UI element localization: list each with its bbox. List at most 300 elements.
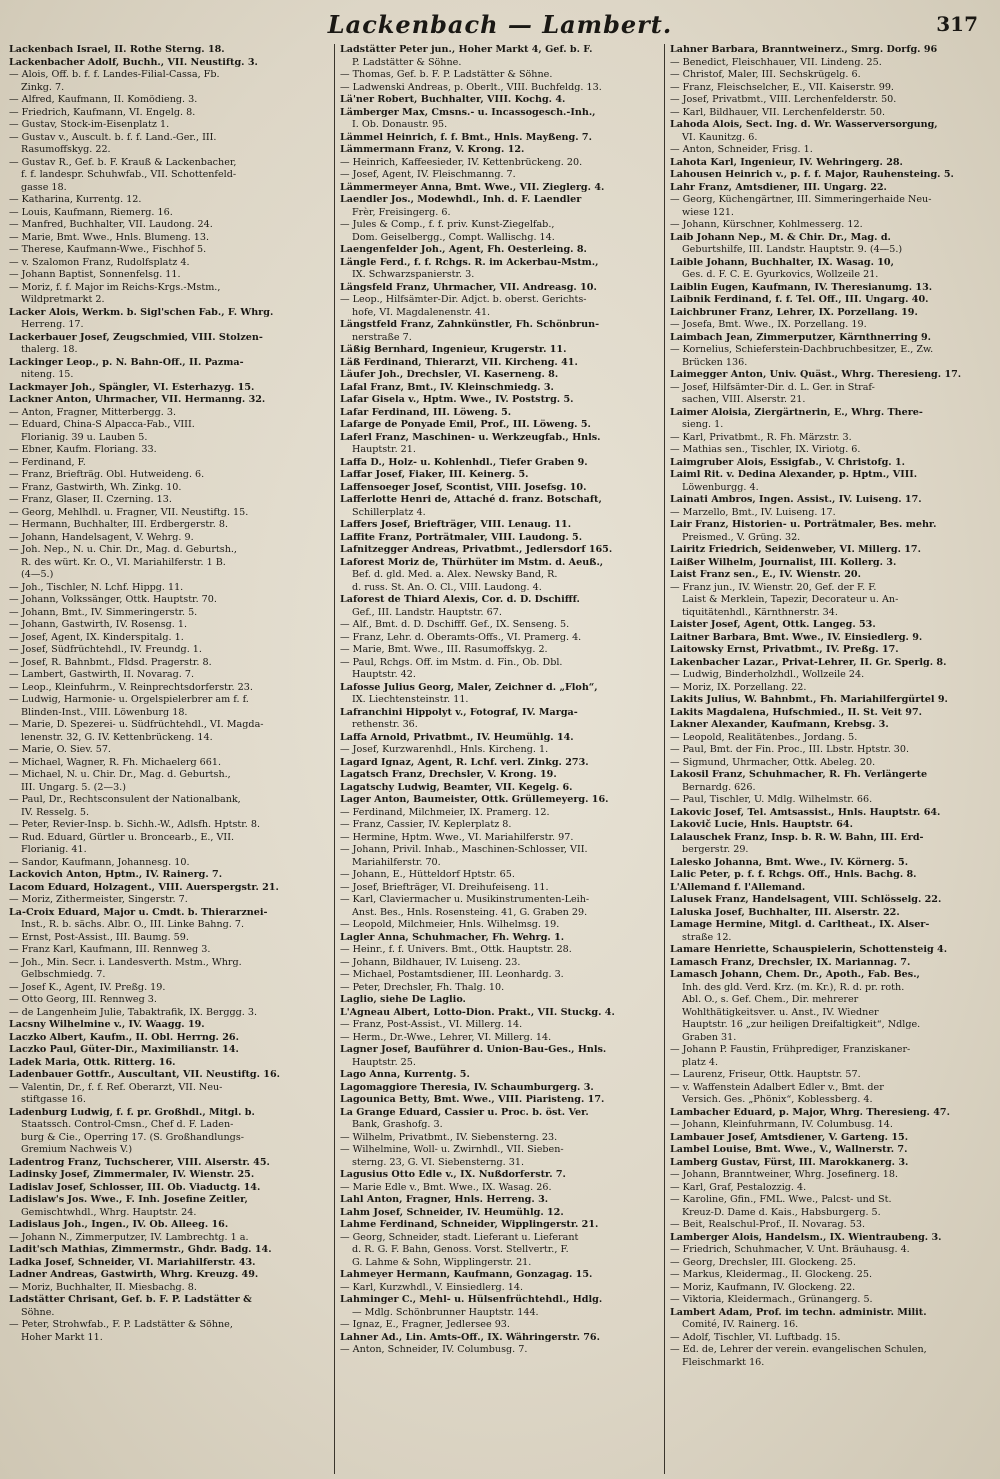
directory-entry: Lagner Josef, Bauführer d. Union-Bau-Ges., Hnls.: [340, 1044, 607, 1055]
directory-entry: — Johann, Kleinfuhrmann, IV. Columbusg. 14.: [670, 1119, 893, 1130]
directory-entry: R. des würt. Kr. O., VI. Mariahilferstr. 1 B.: [21, 556, 226, 568]
directory-entry: Lalic Peter, p. f. f. Rchgs. Off., Hnls. Bachg. 8.: [670, 869, 917, 880]
directory-entry: Laiblin Eugen, Kaufmann, IV. Theresianumg. 13.: [670, 281, 933, 293]
directory-entry: — Paul, Tischler, U. Mdlg. Wilhelmstr. 66.: [670, 794, 873, 805]
directory-entry: Lahota Karl, Ingenieur, IV. Wehringerg. 28.: [670, 156, 903, 168]
directory-entry: Graben 31.: [682, 1031, 737, 1043]
directory-entry: Lahr Franz, Amtsdiener, III. Ungarg. 22.: [670, 181, 887, 193]
directory-entry: III. Ungarg. 5. (2—3.): [21, 781, 126, 793]
directory-entry: Längle Ferd., f. f. Rchgs. R. im Ackerbau-Mstm.,: [340, 256, 599, 268]
directory-entry: Lackenbach Israel, II. Rothe Sterng. 18.: [9, 44, 225, 55]
directory-entry: Kreuz-D. Dame d. Kais., Habsburgerg. 5.: [682, 1206, 881, 1218]
column-2: [334, 44, 664, 1474]
directory-entry: — Johann, E., Hütteldorf Hptstr. 65.: [340, 869, 515, 880]
directory-entry: Lamberg Gustav, Fürst, III. Marokkanerg. 3.: [670, 1156, 909, 1168]
directory-entry: Ladislaw's Jos. Wwe., F. Inh. Josefine Zeitler,: [9, 1194, 248, 1205]
directory-entry: — Rud. Eduard, Gürtler u. Broncearb., E., VII.: [9, 831, 235, 843]
directory-entry: — Hermann, Buchhalter, III. Erdbergerstr. 8.: [9, 519, 229, 530]
directory-entry: Lairitz Friedrich, Seidenweber, VI. Millerg. 17.: [670, 544, 921, 555]
directory-entry: — Josef, Südfrüchtehdl., IV. Freundg. 1.: [9, 644, 202, 655]
directory-entry: Laimegger Anton, Univ. Quäst., Whrg. Theresieng. 17.: [670, 369, 962, 380]
directory-entry: — Ed. de, Lehrer der verein. evangelischen Schulen,: [670, 1344, 927, 1355]
directory-entry: — Franz, Post-Assist., VI. Millerg. 14.: [340, 1019, 523, 1030]
directory-entry: — Herm., Dr.-Wwe., Lehrer, VI. Millerg. 14.: [340, 1031, 552, 1043]
directory-entry: — Anton, Schneider, IV. Columbusg. 7.: [340, 1344, 528, 1355]
directory-entry: — Eduard, China-S Alpacca-Fab., VIII.: [9, 419, 195, 430]
directory-entry: I. Ob. Donaustr. 95.: [352, 119, 448, 130]
directory-entry: Laforest Moriz de, Thürhüter im Mstm. d. Aeuß.,: [340, 556, 604, 568]
directory-entry: d. R. G. F. Bahn, Genoss. Vorst. Stellvertr., F.: [352, 1244, 569, 1255]
directory-entry: Laffa Arnold, Privatbmt., IV. Heumühlg. 14.: [340, 731, 574, 743]
directory-entry: — Johann, Gastwirth, IV. Rosensg. 1.: [9, 619, 188, 630]
directory-entry: — Alois, Off. b. f. f. Landes-Filial-Cassa, Fb.: [9, 69, 220, 80]
directory-entry: — Ernst, Post-Assist., III. Baumg. 59.: [9, 931, 189, 943]
directory-entry: Lagatschy Ludwig, Beamter, VII. Kegelg. 6.: [340, 781, 573, 793]
directory-entry: — Johann P. Faustin, Frühprediger, Franziskaner-: [670, 1044, 911, 1055]
directory-entry: Blinden-Inst., VIII. Löwenburg 18.: [21, 706, 188, 718]
directory-entry: Lafar Gisela v., Hptm. Wwe., IV. Poststrg. 5.: [340, 394, 574, 405]
directory-entry: — Franz, Gastwirth, Wh. Zinkg. 10.: [9, 481, 182, 493]
directory-entry: Lahner Ad., Lin. Amts-Off., IX. Währingerstr. 76.: [340, 1331, 600, 1343]
directory-entry: tiquitätenhdl., Kärnthnerstr. 34.: [682, 606, 838, 618]
directory-entry: Ladenburg Ludwig, f. f. pr. Großhdl., Mitgl. b.: [9, 1106, 255, 1118]
directory-entry: — Johann, Handelsagent, V. Wehrg. 9.: [9, 531, 194, 543]
directory-entry: IX. Liechtensteinstr. 11.: [352, 694, 469, 705]
directory-entry: Ladstätter Peter jun., Hoher Markt 4, Gef. b. F.: [340, 44, 593, 55]
directory-entry: Lahminger C., Mehl- u. Hülsenfrüchtehdl., Hdlg.: [340, 1294, 603, 1305]
directory-entry: Lamasch Johann, Chem. Dr., Apoth., Fab. Bes.,: [670, 969, 920, 980]
directory-entry: — Johann N., Zimmerputzer, IV. Lambrechtg. 1 a.: [9, 1231, 249, 1243]
directory-entry: Lainati Ambros, Ingen. Assist., IV. Luiseng. 17.: [670, 494, 922, 505]
directory-entry: — Lambert, Gastwirth, II. Novarag. 7.: [9, 669, 195, 680]
directory-entry: Laible Johann, Buchhalter, IX. Wasag. 10,: [670, 256, 894, 268]
directory-entry: — Gustav, Stock-im-Eisenplatz 1.: [9, 119, 170, 130]
column-1: [4, 44, 334, 1474]
directory-entry: — Georg, Küchengärtner, III. Simmeringerhaide Neu-: [670, 194, 932, 205]
directory-entry: — Josef, Hilfsämter-Dir. d. L. Ger. in Straf-: [670, 381, 875, 393]
directory-entry: Laffers Josef, Briefträger, VIII. Lenaug. 11.: [340, 519, 572, 530]
directory-entry: — Johann, Privil. Inhab., Maschinen-Schlosser, VII.: [340, 844, 588, 855]
directory-entry: — Sandor, Kaufmann, Johannesg. 10.: [9, 856, 190, 868]
directory-entry: Ladenbauer Gottfr., Auscultant, VII. Neustiftg. 16.: [9, 1069, 280, 1080]
directory-entry: — Johann, Kürschner, Kohlmesserg. 12.: [670, 219, 863, 230]
directory-entry: — Anton, Schneider, Frisg. 1.: [670, 144, 813, 155]
directory-entry: Löwenburgg. 4.: [682, 481, 759, 493]
directory-entry: Lahoda Alois, Sect. Ing. d. Wr. Wasserversorgung,: [670, 119, 938, 130]
directory-entry: Ladislav Josef, Schlosser, III. Ob. Viaductg. 14.: [9, 1181, 261, 1193]
directory-entry: — Christof, Maler, III. Sechskrügelg. 6.: [670, 69, 861, 80]
directory-entry: Laibnik Ferdinand, f. f. Tel. Off., III. Ungarg. 40.: [670, 294, 929, 305]
directory-entry: Lä'ner Robert, Buchhalter, VIII. Kochg. 4.: [340, 94, 566, 105]
directory-entry: Lago Anna, Kurrentg. 5.: [340, 1069, 470, 1080]
directory-entry: — v. Szalomon Franz, Rudolfsplatz 4.: [9, 256, 190, 268]
directory-entry: platz 4.: [682, 1056, 719, 1068]
directory-entry: Gef., III. Landstr. Hauptstr. 67.: [352, 606, 502, 618]
column-3: [664, 44, 994, 1474]
directory-entry: Inst., R. b. sächs. Albr. O., III. Linke Bahng. 7.: [21, 919, 245, 930]
directory-entry: Lacom Eduard, Holzagent., VIII. Auerspergstr. 21.: [9, 881, 279, 893]
directory-entry: — Marie, D. Spezerei- u. Südfrüchtehdl., VI. Magda-: [9, 719, 264, 730]
directory-entry: — Gustav v., Auscult. b. f. f. Land.-Ger., III.: [9, 131, 217, 143]
directory-entry: Lakosil Franz, Schuhmacher, R. Fh. Verlängerte: [670, 769, 928, 780]
directory-entry: Lagler Anna, Schuhmacher, Fh. Wehrg. 1.: [340, 931, 565, 943]
directory-entry: Hauptstr. 42.: [352, 669, 416, 680]
directory-entry: Lahm Josef, Schneider, IV. Heumühlg. 12.: [340, 1206, 564, 1218]
directory-entry: Lafar Ferdinand, III. Löweng. 5.: [340, 406, 512, 418]
directory-entry: — Johann, Bmt., IV. Simmeringerstr. 5.: [9, 606, 198, 618]
directory-entry: — Manfred, Buchhalter, VII. Laudong. 24.: [9, 219, 213, 230]
directory-entry: Hauptstr. 21.: [352, 444, 416, 455]
directory-entry: — Benedict, Fleischhauer, VII. Lindeng. 25.: [670, 56, 882, 68]
directory-entry: Bef. d. gld. Med. a. Alex. Newsky Band, R.: [352, 569, 558, 580]
directory-entry: Lahl Anton, Fragner, Hnls. Herreng. 3.: [340, 1194, 549, 1205]
directory-entry: — Marie, Bmt. Wwe., Hnls. Blumeng. 13.: [9, 231, 210, 243]
directory-entry: Lagusius Otto Edle v., IX. Nußdorferstr. 7.: [340, 1169, 566, 1180]
directory-entry: bergerstr. 29.: [682, 844, 749, 855]
directory-entry: — de Langenheim Julie, Tabaktrafik, IX. Berggg. 3.: [9, 1006, 258, 1018]
directory-entry: Lakenbacher Lazar., Privat-Lehrer, II. Gr. Sperlg. 8.: [670, 656, 947, 668]
directory-entry: gasse 18.: [21, 181, 67, 193]
directory-entry: Laister Josef, Agent, Ottk. Langeg. 53.: [670, 619, 876, 630]
page-title: Lackenbach — Lambert.: [327, 10, 673, 39]
directory-entry: Laimer Aloisia, Ziergärtnerin, E., Whrg. There-: [670, 406, 923, 418]
directory-entry: — Markus, Kleidermag., II. Glockeng. 25.: [670, 1269, 873, 1280]
directory-entry: — Karl, Kurzwhdl., V. Einsiedlerg. 14.: [340, 1281, 524, 1293]
directory-entry: — Mathias sen., Tischler, IX. Viriotg. 6.: [670, 444, 861, 455]
directory-entry: Geburtshilfe, III. Landstr. Hauptstr. 9. (4—5.): [682, 244, 903, 255]
directory-entry: VI. Kaunitzg. 6.: [682, 131, 758, 143]
directory-entry: Lamberger Alois, Handelsm., IX. Wientraubeng. 3.: [670, 1231, 942, 1243]
directory-entry: IX. Schwarzspanierstr. 3.: [352, 269, 475, 280]
directory-entry: — Leopold, Realitätenbes., Jordang. 5.: [670, 731, 858, 743]
directory-entry: Laimgruber Alois, Essigfab., V. Christofg. 1.: [670, 456, 905, 468]
directory-entry: G. Lahme & Sohn, Wipplingerstr. 21.: [352, 1256, 532, 1268]
directory-entry: Lair Franz, Historien- u. Porträtmaler, Bes. mehr.: [670, 519, 937, 530]
directory-entry: — Gustav R., Gef. b. F. Krauß & Lackenbacher,: [9, 156, 237, 168]
directory-entry: — Heinr., f. f. Univers. Bmt., Ottk. Hauptstr. 28.: [340, 944, 572, 955]
directory-entry: Laißer Wilhelm, Journalist, III. Kollerg. 3.: [670, 556, 897, 568]
directory-entry: Hauptstr. 25.: [352, 1056, 416, 1068]
directory-entry: Lackenbacher Adolf, Buchh., VII. Neustiftg. 3.: [9, 56, 258, 68]
directory-entry: — Alf., Bmt. d. D. Dschifff. Gef., IX. Senseng. 5.: [340, 619, 570, 630]
directory-entry: Laichbruner Franz, Lehrer, IX. Porzellang. 19.: [670, 306, 918, 318]
directory-entry: Laiml Rit. v. Dedina Alexander, p. Hptm., VIII.: [670, 469, 918, 480]
directory-entry: Laffa D., Holz- u. Kohlenhdl., Tiefer Graben 9.: [340, 456, 588, 468]
directory-entry: Laist & Merklein, Tapezir, Decorateur u. An-: [682, 594, 899, 605]
directory-entry: Lackinger Leop., p. N. Bahn-Off., II. Pazma-: [9, 356, 244, 368]
directory-entry: — Marie, O. Siev. 57.: [9, 744, 111, 755]
directory-entry: Lämberger Max, Cmsns.- u. Incassogesch.-Inh.,: [340, 106, 596, 118]
directory-entry: Dom. Geiselbergg., Compt. Wallischg. 14.: [352, 231, 555, 243]
directory-entry: Zinkg. 7.: [21, 81, 65, 93]
directory-entry: Lämmel Heinrich, f. f. Bmt., Hnls. Mayßeng. 7.: [340, 131, 592, 143]
directory-entry: d. russ. St. An. O. Cl., VIII. Laudong. 4.: [352, 581, 542, 593]
directory-entry: — Mdlg. Schönbrunner Hauptstr. 144.: [352, 1306, 539, 1318]
directory-entry: Lämmermeyer Anna, Bmt. Wwe., VII. Zieglerg. 4.: [340, 181, 605, 193]
directory-entry: — Georg, Schneider, stadt. Lieferant u. Lieferant: [340, 1231, 579, 1243]
directory-entry: — Josef, Briefträger, VI. Dreihufeiseng. 11.: [340, 881, 549, 893]
directory-entry: Ladek Maria, Ottk. Ritterg. 16.: [9, 1056, 176, 1068]
directory-entry: — Louis, Kaufmann, Riemerg. 16.: [9, 206, 173, 218]
directory-entry: — Ebner, Kaufm. Floriang. 33.: [9, 444, 157, 455]
directory-entry: Abl. O., s. Gef. Chem., Dir. mehrerer: [682, 994, 859, 1005]
directory-entry: Ladentrog Franz, Tuchscherer, VIII. Alserstr. 45.: [9, 1156, 270, 1168]
directory-entry: Lagard Ignaz, Agent, R. Lchf. verl. Zinkg. 273.: [340, 756, 589, 768]
directory-entry: — Josef, Agent, IX. Kinderspitalg. 1.: [9, 631, 184, 643]
directory-entry: Lahmeyer Hermann, Kaufmann, Gonzagag. 15.: [340, 1269, 593, 1280]
directory-entry: Laferl Franz, Maschinen- u. Werkzeugfab., Hnls.: [340, 431, 601, 443]
directory-entry: — Johann, Bildhauer, IV. Luiseng. 23.: [340, 956, 521, 968]
directory-entry: Fleischmarkt 16.: [682, 1356, 765, 1368]
directory-entry: Laendler Jos., Modewhdl., Inh. d. F. Laendler: [340, 194, 582, 205]
directory-entry: Lakits Magdalena, Hufschmied., II. St. Veit 97.: [670, 706, 922, 718]
directory-entry: — Ludwig, Harmonie- u. Orgelspielerbrer am f. f.: [9, 694, 249, 705]
directory-entry: Laglio, siehe De Laglio.: [340, 994, 466, 1005]
directory-entry: Lafal Franz, Bmt., IV. Kleinschmiedg. 3.: [340, 381, 554, 393]
directory-entry: Lamasch Franz, Drechsler, IX. Mariannag. 7.: [670, 956, 911, 968]
directory-entry: — Moriz, Zithermeister, Singerstr. 7.: [9, 894, 188, 905]
directory-entry: Lämmermann Franz, V. Krong. 12.: [340, 144, 525, 155]
directory-entry: Hauptstr. 16 „zur heiligen Dreifaltigkeit“, Ndlge.: [682, 1019, 921, 1030]
directory-entry: Staatssch. Control-Cmsn., Chef d. F. Laden-: [21, 1119, 234, 1130]
directory-entry: Lambel Louise, Bmt. Wwe., V., Wallnerstr. 7.: [670, 1144, 908, 1155]
directory-entry: — Josef, Privatbmt., VIII. Lerchenfelderstr. 50.: [670, 94, 897, 105]
directory-entry: Lafranchini Hippolyt v., Fotograf, IV. Marga-: [340, 706, 578, 718]
directory-entry: — Josef, Kurzwarenhdl., Hnls. Kircheng. 1.: [340, 744, 549, 755]
directory-entry: Gremium Nachweis V.): [21, 1144, 133, 1155]
directory-entry: L'Allemand f. l'Allemand.: [670, 881, 806, 893]
directory-entry: — Karl, Privatbmt., R. Fh. Märzstr. 3.: [670, 431, 852, 443]
directory-entry: Laffar Josef, Fiaker, III. Keinerg. 5.: [340, 469, 529, 480]
directory-entry: Lahme Ferdinand, Schneider, Wipplingerstr. 21.: [340, 1219, 599, 1230]
directory-entry: — Peter, Strohwfab., F. P. Ladstätter & Söhne,: [9, 1319, 233, 1330]
directory-entry: Ladinsky Josef, Zimmermaler, IV. Wienstr. 25.: [9, 1169, 255, 1180]
directory-entry: Versich. Ges. „Phönix“, Koblessberg. 4.: [682, 1094, 873, 1105]
directory-entry: — Friedrich, Kaufmann, VI. Engelg. 8.: [9, 106, 196, 118]
directory-entry: Ladit'sch Mathias, Zimmermstr., Ghdr. Badg. 14.: [9, 1244, 272, 1255]
directory-entry: — Josefa, Bmt. Wwe., IX. Porzellang. 19.: [670, 319, 867, 330]
directory-entry: Laforest de Thiard Alexis, Cor. d. D. Dschifff.: [340, 594, 580, 605]
directory-entry: — Joh., Min. Secr. i. Landesverth. Mstm., Whrg.: [9, 956, 242, 968]
directory-entry: Ladka Josef, Schneider, VI. Mariahilferstr. 43.: [9, 1256, 256, 1268]
directory-entry: Rasumoffskyg. 22.: [21, 144, 111, 155]
directory-entry: La Grange Eduard, Cassier u. Proc. b. öst. Ver.: [340, 1106, 589, 1118]
directory-entry: — Josef, R. Bahnbmt., Fldsd. Pragerstr. 8.: [9, 656, 212, 668]
directory-entry: IV. Resselg. 5.: [21, 806, 90, 818]
directory-entry: straße 12.: [682, 931, 732, 943]
directory-entry: — Franz jun., IV. Wienstr. 20, Gef. der F. F.: [670, 581, 877, 593]
directory-entry: — Franz, Fleischselcher, E., VII. Kaiserstr. 99.: [670, 81, 894, 93]
directory-entry: L'Agneau Albert, Lotto-Dion. Prakt., VII. Stuckg. 4.: [340, 1006, 615, 1018]
directory-entry: Lambert Adam, Prof. im techn. administr. Milit.: [670, 1306, 927, 1318]
directory-entry: Lalusek Franz, Handelsagent, VIII. Schlösselg. 22.: [670, 894, 942, 905]
directory-entry: Brücken 136.: [682, 356, 748, 368]
directory-entry: — Joh., Tischler, N. Lchf. Hippg. 11.: [9, 581, 184, 593]
directory-entry: — Sigmund, Uhrmacher, Ottk. Abeleg. 20.: [670, 756, 876, 768]
directory-entry: Comité, IV. Rainerg. 16.: [682, 1319, 799, 1330]
directory-entry: — Anton, Fragner, Mitterbergg. 3.: [9, 406, 177, 418]
directory-entry: Ladner Andreas, Gastwirth, Whrg. Kreuzg. 49.: [9, 1269, 259, 1280]
directory-entry: — Adolf, Tischler, VI. Luftbadg. 15.: [670, 1331, 841, 1343]
directory-entry: — Thomas, Gef. b. F. P. Ladstätter & Söhne.: [340, 69, 553, 80]
directory-entry: — Moriz, f. f. Major im Reichs-Krgs.-Mstm.,: [9, 281, 221, 293]
directory-entry: — Otto Georg, III. Rennweg 3.: [9, 994, 157, 1005]
directory-entry: — Michael, Postamtsdiener, III. Leonhardg. 3.: [340, 969, 564, 980]
directory-entry: Läßig Bernhard, Ingenieur, Krugerstr. 11.: [340, 344, 567, 355]
directory-entry: — Katharina, Kurrentg. 12.: [9, 194, 142, 205]
directory-entry: Laib Johann Nep., M. & Chir. Dr., Mag. d.: [670, 231, 891, 243]
directory-entry: Lackner Anton, Uhrmacher, VII. Hermanng. 32.: [9, 394, 266, 405]
directory-entry: stiftgasse 16.: [21, 1094, 86, 1105]
directory-entry: Laczko Paul, Güter-Dir., Maximilianstr. 14.: [9, 1044, 239, 1055]
directory-entry: Lahousen Heinrich v., p. f. f. Major, Rauhensteing. 5.: [670, 169, 954, 180]
directory-entry: sachen, VIII. Alserstr. 21.: [682, 394, 806, 405]
directory-entry: Lafnitzegger Andreas, Privatbmt., Jedlersdorf 165.: [340, 544, 613, 555]
directory-entry: — Ludwig, Binderholzhdl., Wollzeile 24.: [670, 669, 865, 680]
directory-entry: Lagatsch Franz, Drechsler, V. Krong. 19.: [340, 769, 557, 780]
directory-entry: Inh. des gld. Verd. Krz. (m. Kr.), R. d. pr. roth.: [682, 981, 905, 993]
directory-entry: Bernardg. 626.: [682, 781, 756, 793]
directory-entry: — Heinrich, Kaffeesieder, IV. Kettenbrückeng. 20.: [340, 156, 583, 168]
directory-entry: — Johann Baptist, Sonnenfelsg. 11.: [9, 269, 181, 280]
directory-entry: Lafosse Julius Georg, Maler, Zeichner d. „Floh“,: [340, 681, 598, 693]
directory-entry: — Friedrich, Schuhmacher, V. Unt. Bräuhausg. 4.: [670, 1244, 910, 1255]
directory-entry: Hoher Markt 11.: [21, 1331, 103, 1343]
directory-entry: — Hermine, Hptm. Wwe., VI. Mariahilferstr. 97.: [340, 831, 574, 843]
directory-entry: — Peter, Drechsler, Fh. Thalg. 10.: [340, 981, 505, 993]
directory-entry: — Franz, Lehr. d. Oberamts-Offs., VI. Pramerg. 4.: [340, 631, 582, 643]
directory-entry: P. Ladstätter & Söhne.: [352, 56, 462, 68]
directory-entry: Ladislaus Joh., Ingen., IV. Ob. Alleeg. 16.: [9, 1219, 229, 1230]
directory-entry: Läufer Joh., Drechsler, VI. Kaserneng. 8.: [340, 369, 559, 380]
directory-entry: Lakits Julius, W. Bahnbmt., Fh. Mariahilfergürtel 9.: [670, 694, 948, 705]
directory-entry: — Kornelius, Schieferstein-Dachbruchbesitzer, E., Zw.: [670, 344, 934, 355]
directory-entry: hofe, VI. Magdalenenstr. 41.: [352, 306, 491, 318]
directory-entry: — Michael, Wagner, R. Fh. Michaelerg 661.: [9, 756, 222, 768]
directory-entry: — Johann, Volkssänger, Ottk. Hauptstr. 70.: [9, 594, 217, 605]
directory-entry: nerstraße 7.: [352, 331, 412, 343]
directory-entry: Lalesko Johanna, Bmt. Wwe., IV. Körnerg. 5.: [670, 856, 909, 868]
directory-entry: — Moriz, Buchhalter, II. Miesbachg. 8.: [9, 1281, 197, 1293]
directory-entry: Florianig. 41.: [21, 844, 87, 855]
directory-entry: Lagounica Betty, Bmt. Wwe., VIII. Piaristeng. 17.: [340, 1094, 605, 1105]
directory-entry: Lacker Alois, Werkm. b. Sigl'schen Fab., F. Whrg.: [9, 306, 274, 318]
directory-entry: Lackmayer Joh., Spängler, VI. Esterhazyg. 15.: [9, 381, 255, 393]
directory-entry: — Peter, Revier-Insp. b. Sichh.-W., Adlsfh. Hptstr. 8.: [9, 819, 261, 830]
directory-entry: — Marie Edle v., Bmt. Wwe., IX. Wasag. 26.: [340, 1181, 552, 1193]
directory-entry: burg & Cie., Operring 17. (S. Großhandlungs-: [21, 1131, 244, 1143]
page-number: 317: [936, 12, 978, 36]
directory-entry: — Franz, Glaser, II. Czerning. 13.: [9, 494, 172, 505]
directory-entry: f. f. landespr. Schuhwfab., VII. Schottenfeld-: [21, 169, 237, 180]
directory-entry: — Josef, Agent, IV. Fleischmanng. 7.: [340, 169, 516, 180]
directory-entry: Lager Anton, Baumeister, Ottk. Grüllemeyerg. 16.: [340, 794, 609, 805]
directory-entry: — Georg, Drechsler, III. Glockeng. 25.: [670, 1256, 856, 1268]
directory-entry: Gemischtwhdl., Whrg. Hauptstr. 24.: [21, 1206, 197, 1218]
directory-entry: — Ladwenski Andreas, p. Oberlt., VIII. Buchfeldg. 13.: [340, 81, 602, 93]
directory-entry: Laczko Albert, Kaufm., II. Obl. Herrng. 26.: [9, 1031, 239, 1043]
directory-entry: — Ferdinand, F.: [9, 456, 86, 468]
directory-entry: Laffite Franz, Porträtmaler, VIII. Laudong. 5.: [340, 531, 583, 543]
directory-entry: rethenstr. 36.: [352, 719, 418, 730]
directory-entry: Ladstätter Chrisant, Gef. b. F. P. Ladstätter &: [9, 1294, 252, 1305]
directory-entry: Lambauer Josef, Amtsdiener, V. Garteng. 15.: [670, 1131, 909, 1143]
directory-entry: Lakovič Lucie, Hnls. Hauptstr. 64.: [670, 819, 853, 830]
directory-entry: Laffensoeger Josef, Scontist, VIII. Josefsg. 10.: [340, 481, 587, 493]
directory-entry: wiese 121.: [682, 206, 734, 218]
directory-entry: — Johann, Branntweiner, Whrg. Josefinerg. 18.: [670, 1169, 899, 1180]
directory-entry: Längstfeld Franz, Zahnkünstler, Fh. Schönbrun-: [340, 319, 600, 330]
columns-container: [4, 44, 994, 1474]
directory-entry: Lagomaggiore Theresia, IV. Schaumburgerg. 3.: [340, 1081, 594, 1093]
directory-entry: Lahner Barbara, Branntweinerz., Smrg. Dorfg. 96: [670, 44, 938, 55]
directory-entry: — Ferdinand, Milchmeier, IX. Pramerg. 12.: [340, 806, 550, 818]
directory-entry: Mariahilferstr. 70.: [352, 856, 441, 868]
directory-entry: — Franz, Briefträg. Obl. Hutweideng. 6.: [9, 469, 205, 480]
directory-entry: — Karoline, Gfin., FML. Wwe., Palcst- und St.: [670, 1194, 892, 1205]
directory-entry: Laengenfelder Joh., Agent, Fh. Oesterleing. 8.: [340, 244, 587, 255]
directory-entry: — Karl, Claviermacher u. Musikinstrumenten-Leih-: [340, 894, 590, 905]
directory-entry: — Beit, Realschul-Prof., II. Novarag. 53.: [670, 1219, 866, 1230]
directory-entry: Preismed., V. Grüng. 32.: [682, 531, 801, 543]
directory-entry: Lakner Alexander, Kaufmann, Krebsg. 3.: [670, 719, 889, 730]
directory-entry: — Moriz, IX. Porzellang. 22.: [670, 681, 807, 693]
directory-entry: Lafferlotte Henri de, Attaché d. franz. Botschaft,: [340, 494, 602, 505]
directory-entry: Gelbschmiedg. 7.: [21, 969, 106, 980]
directory-entry: Bank, Grashofg. 3.: [352, 1119, 443, 1130]
directory-entry: Schillerplatz 4.: [352, 506, 426, 518]
directory-entry: — Marie, Bmt. Wwe., III. Rasumoffskyg. 2.: [340, 644, 548, 655]
directory-entry: Lackovich Anton, Hptm., IV. Rainerg. 7.: [9, 869, 223, 880]
directory-entry: Söhne.: [21, 1306, 55, 1318]
directory-entry: — Marzello, Bmt., IV. Luiseng. 17.: [670, 506, 836, 518]
directory-entry: — Jules & Comp., f. f. priv. Kunst-Ziegelfab.,: [340, 219, 555, 230]
directory-entry: — Karl, Graf, Pestalozzig. 4.: [670, 1181, 807, 1193]
directory-entry: — Paul, Dr., Rechtsconsulent der Nationalbank,: [9, 794, 241, 805]
directory-entry: Anst. Bes., Hnls. Rosensteing. 41, G. Graben 29.: [352, 906, 588, 918]
directory-entry: — Therese, Kaufmann-Wwe., Fischhof 5.: [9, 244, 207, 255]
directory-entry: — v. Waffenstein Adalbert Edler v., Bmt. der: [670, 1081, 884, 1093]
directory-entry: Lamare Henriette, Schauspielerin, Schottensteig 4.: [670, 944, 948, 955]
directory-entry: — Leop., Hilfsämter-Dir. Adjct. b. oberst. Gerichts-: [340, 294, 587, 305]
directory-entry: — Alfred, Kaufmann, II. Komödieng. 3.: [9, 94, 198, 105]
directory-entry: Ges. d. F. C. E. Gyurkovics, Wollzeile 21.: [682, 269, 879, 280]
directory-entry: Laluska Josef, Buchhalter, III. Alserstr. 22.: [670, 906, 900, 918]
directory-entry: Laitner Barbara, Bmt. Wwe., IV. Einsiedlerg. 9.: [670, 631, 923, 643]
directory-entry: thalerg. 18.: [21, 344, 78, 355]
page-header: [0, 8, 1000, 48]
directory-entry: Lakovic Josef, Tel. Amtsassist., Hnls. Hauptstr. 64.: [670, 806, 941, 818]
directory-entry: — Moriz, Kaufmann, IV. Glockeng. 22.: [670, 1281, 856, 1293]
directory-entry: Lackerbauer Josef, Zeugschmied, VIII. Stolzen-: [9, 331, 263, 343]
directory-entry: Lafarge de Ponyade Emil, Prof., III. Löweng. 5.: [340, 419, 591, 430]
directory-entry: Wohlthätigkeitsver. u. Anst., IV. Wiedner: [682, 1006, 879, 1018]
directory-entry: — Georg, Mehlhdl. u. Fragner, VII. Neustiftg. 15.: [9, 506, 249, 518]
directory-entry: — Joh. Nep., N. u. Chir. Dr., Mag. d. Geburtsh.,: [9, 544, 237, 555]
directory-entry: — Franz Karl, Kaufmann, III. Rennweg 3.: [9, 944, 211, 955]
directory-entry: sieng. 1.: [682, 419, 724, 430]
directory-entry: niteng. 15.: [21, 369, 74, 380]
directory-entry: La-Croix Eduard, Major u. Cmdt. b. Thierarznei-: [9, 906, 268, 918]
directory-entry: Lambacher Eduard, p. Major, Whrg. Theresieng. 47.: [670, 1106, 950, 1118]
directory-entry: Florianig. 39 u. Lauben 5.: [21, 431, 148, 443]
directory-entry: Laimbach Jean, Zimmerputzer, Kärnthnerring 9.: [670, 331, 932, 343]
directory-entry: Längsfeld Franz, Uhrmacher, VII. Andreasg. 10.: [340, 281, 597, 293]
directory-entry: — Ignaz, E., Fragner, Jedlersee 93.: [340, 1319, 510, 1330]
directory-entry: Herreng. 17.: [21, 319, 84, 330]
directory-entry: sterng. 23, G. VI. Siebensterng. 31.: [352, 1156, 525, 1168]
directory-entry: Laitowsky Ernst, Privatbmt., IV. Preßg. 17.: [670, 644, 899, 655]
